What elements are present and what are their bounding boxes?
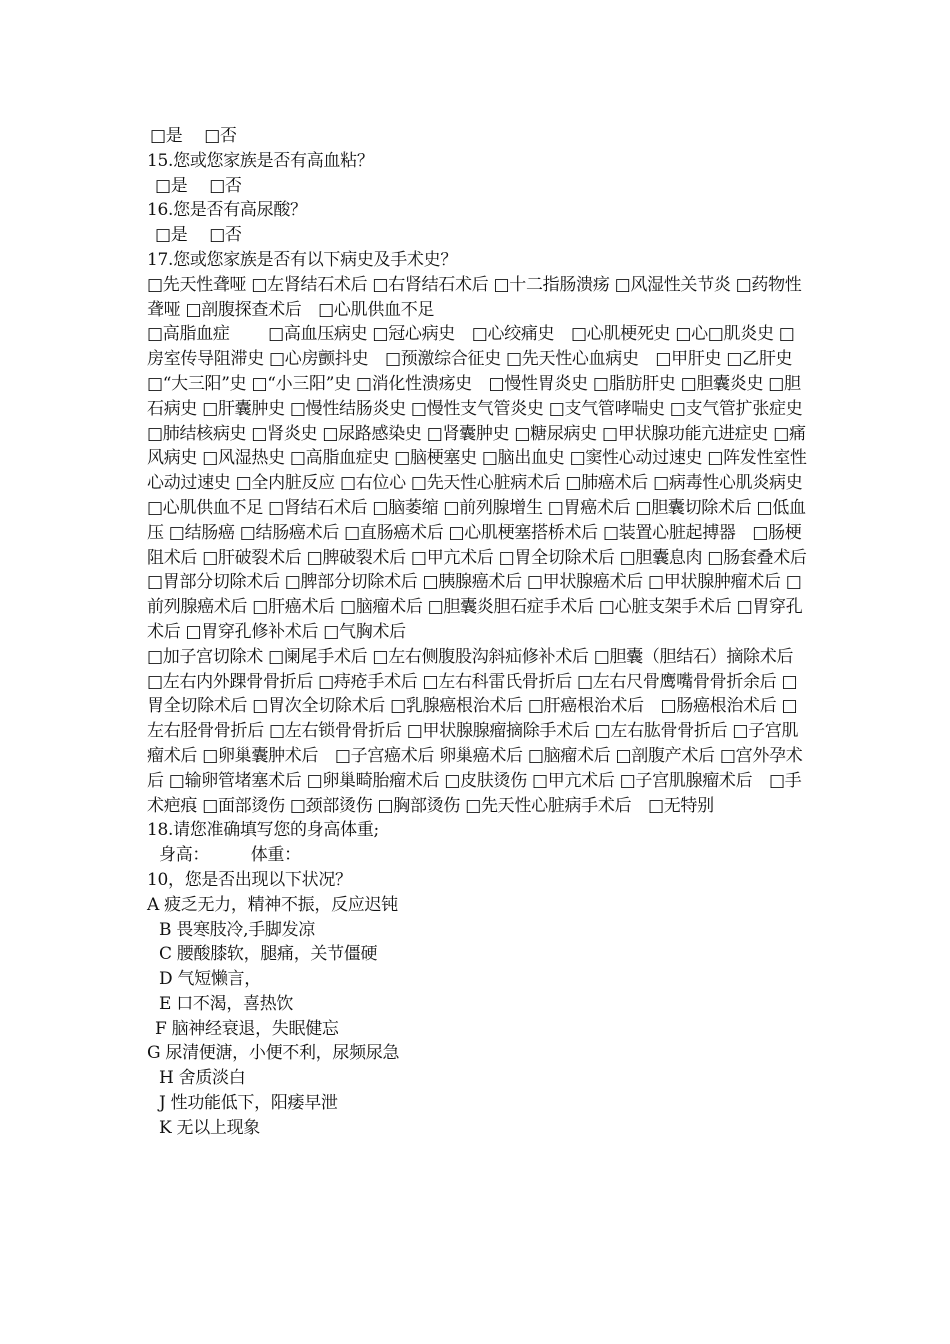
- q10-option-b: B 畏寒肢冷,手脚发凉: [159, 919, 316, 940]
- q17-history-list-2: □高脂血症 □高血压病史 □冠心病史 □心绞痛史 □心肌梗死史 □心□肌炎史 □房室传导阻滞史 □心房颤抖史 □预激综合征史 □先天性心血病史 □甲肝史 □乙肝史 □“大三阳”史 □“小三阳”史 □消化性溃疡史 □慢性胃炎史 □脂肪肝史 □胆囊炎史 □胆石病史 □肝囊肿史 □慢性结肠炎史 □慢性支气管炎史 □支气管哮喘史 □支气管扩张症史 □肺结核病史 □肾炎史 □尿路感染史 □肾囊肿史 □糖尿病史 □甲状腺功能亢进症史 □痛风病史 □风湿热史 □高脂血症史 □脑梗塞史 □脑出血史 □窦性心动过速史 □阵发性室性心动过速史 □全内脏反应 □右位心 □先天性心脏病术后 □肺癌术后 □病毒性心肌炎病史 □心肌供血不足 □肾结石术后 □脑萎缩 □前列腺增生 □胃癌术后 □胆囊切除术后 □低血压 □结肠癌 □结肠癌术后 □直肠癌术后 □心肌梗塞搭桥术后 □装置心脏起搏器 □肠梗阻术后 □肝破裂术后 □脾破裂术后 □甲亢术后 □胃全切除术后 □胆囊息肉 □肠套叠术后 □胃部分切除术后 □脾部分切除术后 □胰腺癌术后 □甲状腺癌术后 □甲状腺肿瘤术后 □前列腺癌术后 □肝癌术后 □脑瘤术后 □胆囊炎胆石症手术后 □心脏支架手术后 □胃穿孔术后 □胃穿孔修补术后 □气胸术后: [147, 324, 807, 642]
- q17-history-list-3: □加子宫切除术 □阑尾手术后 □左右侧腹股沟斜疝修补术后 □胆囊（胆结石）摘除术后 □左右内外踝骨骨折后 □痔疮手术后 □左右科雷氏骨折后 □左右尺骨鹰嘴骨骨折余后 □胃全切除术后 □胃次全切除术后 □乳腺癌根治术后 □肝癌根治术后 □肠癌根治术后 □左右胫骨骨折后 □左右锁骨骨折后 □甲状腺腺瘤摘除手术后 □左右肱骨骨折后 □子宫肌瘤术后 □卵巢囊肿术后 □子宫癌术后 卵巢癌术后 □脑瘤术后 □剖腹产术后 □宫外孕术后 □输卵管堵塞术后 □卵巢畸胎瘤术后 □皮肤烫伤 □甲亢术后 □子宫肌腺瘤术后 □手术疤痕 □面部烫伤 □颈部烫伤 □胸部烫伤 □先天性心脏病手术后 □无特别: [147, 646, 803, 816]
- q16-question: 16.您是否有高尿酸？: [147, 200, 307, 221]
- q17-question: 17.您或您家族是否有以下病史及手术史？: [147, 249, 458, 270]
- q10-option-h: H 舍质淡白: [159, 1068, 246, 1089]
- q10-question: 10，您是否出现以下状况？: [147, 869, 352, 890]
- questionnaire-body: [147, 124, 807, 1141]
- q10-option-a: A 疲乏无力，精神不振，反应迟钝: [147, 894, 398, 915]
- q10-option-f: F 脑神经衰退，失眠健忘: [155, 1018, 339, 1039]
- q18-height-weight: 身高： 体重：: [159, 845, 301, 866]
- q10-option-e: E 口不渴，喜热饮: [159, 993, 294, 1014]
- q10-option-k: K 无以上现象: [159, 1117, 261, 1138]
- q10-option-j: J 性功能低下，阳痿早泄: [159, 1093, 338, 1114]
- q10-option-c: C 腰酸膝软，腿痛，关节僵硬: [159, 944, 378, 965]
- q16-yes-no: □是 □否: [155, 225, 242, 246]
- q17-history-list-1: □先天性聋哑 □左肾结石术后 □右肾结石术后 □十二指肠溃疡 □风湿性关节炎 □药物性聋哑 □剖腹探查术后 □心肌供血不足: [147, 274, 802, 320]
- q15-question: 15.您或您家族是否有高血粘？: [147, 150, 374, 171]
- q10-option-d: D 气短懒言，: [159, 969, 261, 990]
- q14-yes-no: □是 □否: [150, 126, 237, 146]
- q18-question: 18.请您准确填写您的身高体重;: [147, 820, 379, 841]
- q10-option-g: G 尿清便溏，小便不利，尿频尿急: [147, 1043, 400, 1064]
- q15-yes-no: □是 □否: [155, 175, 242, 196]
